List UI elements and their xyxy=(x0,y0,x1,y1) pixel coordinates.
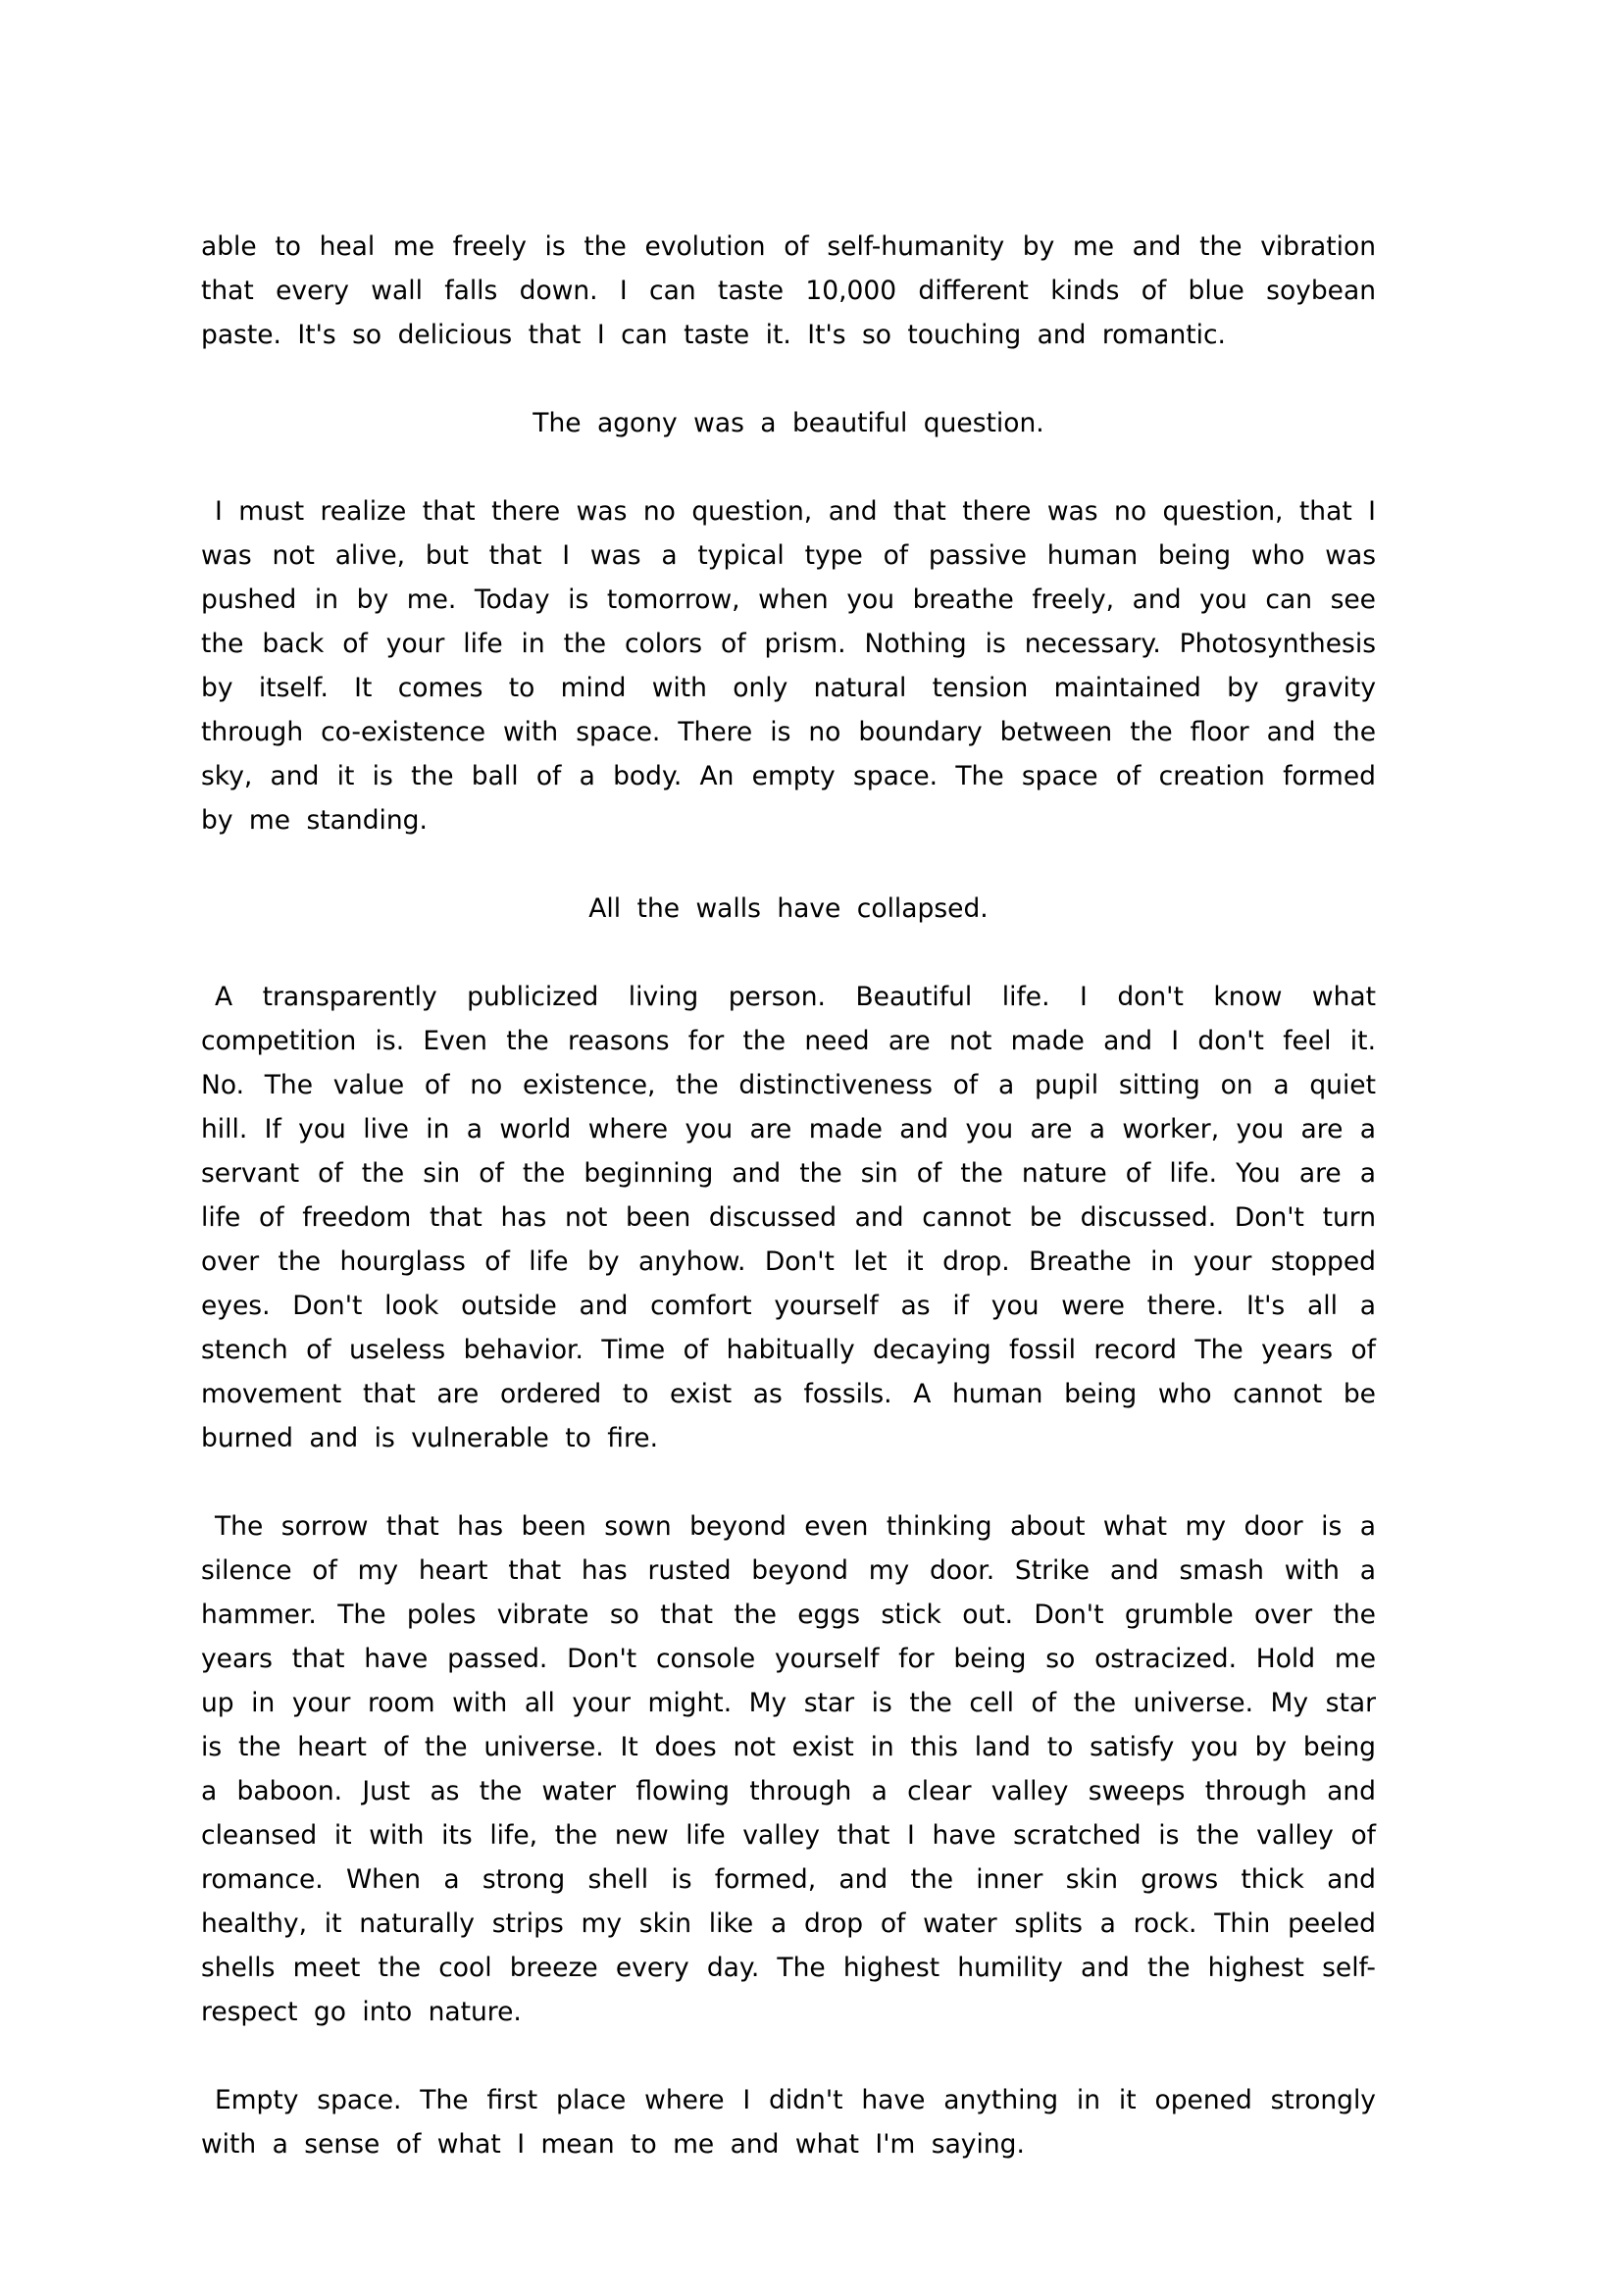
paragraph-sorrow: The sorrow that has been sown beyond even thinking about what my door is a silence of my heart that has rusted beyond my door. Strike and smash with a hammer. The poles vibrate so that the eggs stick out. Don't grumble over the years that have passed. Don't console yourself for being so ostracized. Hold me up in your room with all your might. My star is the cell of the universe. My star is the heart of the universe. It does not exist in this land to satisfy you by being a baboon. Just as the water flowing through a clear valley sweeps through and cleansed it with its life, the new life valley that I have scratched is the valley of romance. When a strong shell is formed, and the inner skin grows thick and healthy, it naturally strips my skin like a drop of water splits a rock. Thin peeled shells meet the cool breeze every day. The highest humility and the highest self-respect go into nature. xyxy=(201,1511,1376,2027)
section-heading-walls: All the walls have collapsed. xyxy=(588,893,989,924)
paragraph-question: I must realize that there was no question, and that there was no question, that I was not alive, but that I was a typical type of passive human being who was pushed in by me. Today is tomorrow, when you breathe freely, and you can see the back of your life in the colors of prism. Nothing is necessary. Photosynthesis by itself. It comes to mind with only natural tension maintained by gravity through co-existence with space. There is no boundary between the floor and the sky, and it is the ball of a body. An empty space. The space of creation formed by me standing. xyxy=(201,496,1376,836)
paragraph-empty-space: Empty space. The first place where I didn't have anything in it opened strongly with a sense of what I mean to me and what I'm saying. xyxy=(201,2085,1376,2160)
paragraph-opening: able to heal me freely is the evolution of self-humanity by me and the vibration that every wall falls down. I can taste 10,000 different kinds of blue soybean paste. It's so delicious that I can taste it. It's so touching and romantic. xyxy=(201,231,1376,350)
page-body xyxy=(201,225,1376,2211)
section-heading-agony: The agony was a beautiful question. xyxy=(533,408,1044,438)
paragraph-living-person: A transparently publicized living person. Beautiful life. I don't know what competition is. Even the reasons for the need are not made and I don't feel it. No. The value of no existence, the distinctiveness of a pupil sitting on a quiet hill. If you live in a world where you are made and you are a worker, you are a servant of the sin of the beginning and the sin of the nature of life. You are a life of freedom that has not been discussed and cannot be discussed. Don't turn over the hourglass of life by anyhow. Don't let it drop. Breathe in your stopped eyes. Don't look outside and comfort yourself as if you were there. It's all a stench of useless behavior. Time of habitually decaying fossil record The years of movement that are ordered to exist as fossils. A human being who cannot be burned and is vulnerable to fire. xyxy=(201,982,1376,1453)
